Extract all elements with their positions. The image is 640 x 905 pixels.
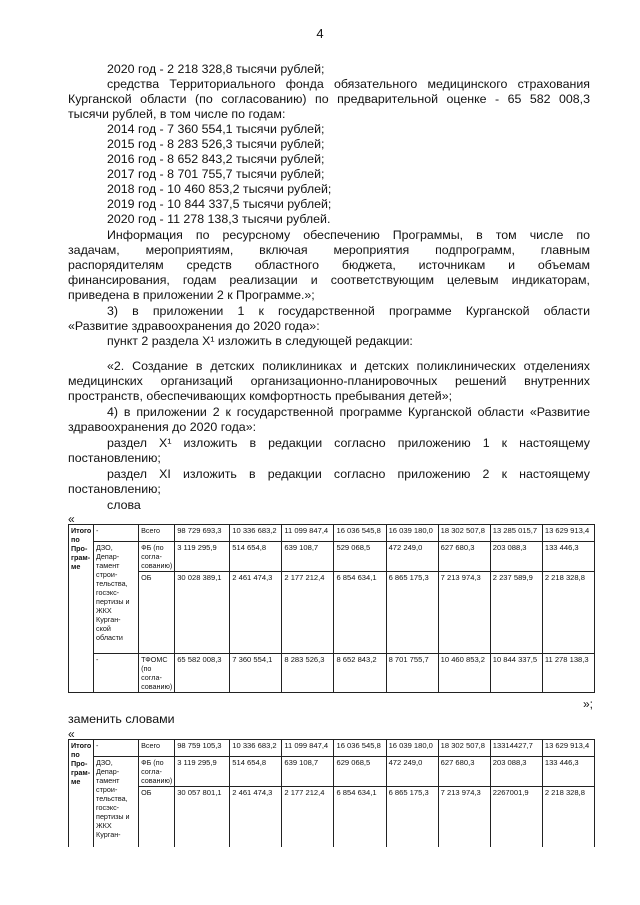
- value-cell: 2 177 212,4: [282, 572, 334, 654]
- text-line: пункт 2 раздела X¹ изложить в следующей редакции:: [107, 334, 413, 348]
- value-cell: 16 036 545,8: [334, 740, 386, 757]
- text-line: Курганской области (по согласованию) по предварительной оценке - 65 582 008,3: [68, 92, 590, 106]
- dash-cell: -: [94, 654, 139, 693]
- value-cell: 65 582 008,3: [175, 654, 230, 693]
- value-cell: 8 283 526,3: [282, 654, 334, 693]
- text-line: здравоохранения до 2020 года»:: [68, 420, 257, 434]
- value-cell: 472 249,0: [386, 542, 438, 572]
- dash-cell: -: [94, 525, 139, 542]
- table-row: [69, 757, 595, 787]
- value-cell: 514 654,8: [230, 542, 282, 572]
- table-row: [69, 572, 595, 654]
- value-cell: 10 460 853,2: [438, 654, 490, 693]
- value-cell: 7 360 554,1: [230, 654, 282, 693]
- value-cell: 133 446,3: [542, 757, 594, 787]
- value-cell: 8 701 755,7: [386, 654, 438, 693]
- value-cell: 30 057 801,1: [175, 787, 230, 847]
- executor-cell: ДЗО, Депар- тамент строи- тельства, госэкс- пертизы и ЖКХ Курган- ской области: [94, 542, 139, 654]
- text-line: 2020 год - 11 278 138,3 тысячи рублей.: [107, 212, 331, 226]
- value-cell: 30 028 389,1: [175, 572, 230, 654]
- table-row: [69, 654, 595, 693]
- text-line: раздел X¹ изложить в редакции согласно приложению 1 к настоящему: [107, 436, 590, 450]
- value-cell: 2 237 589,9: [490, 572, 542, 654]
- value-cell: 627 680,3: [438, 757, 490, 787]
- source-cell: Всего: [139, 525, 175, 542]
- value-cell: 2267001,9: [490, 787, 542, 847]
- value-cell: 639 108,7: [282, 542, 334, 572]
- text-line: постановлению;: [68, 482, 161, 496]
- value-cell: 629 068,5: [334, 757, 386, 787]
- table-row: [69, 525, 595, 542]
- text-line: 2018 год - 10 460 853,2 тысячи рублей;: [107, 182, 332, 196]
- value-cell: 11 278 138,3: [542, 654, 594, 693]
- open-quote: «: [68, 727, 75, 741]
- value-cell: 7 213 974,3: [438, 572, 490, 654]
- value-cell: 13 629 913,4: [542, 525, 594, 542]
- value-cell: 13314427,7: [490, 740, 542, 757]
- source-cell: ОБ: [139, 787, 175, 847]
- value-cell: 16 039 180,0: [386, 525, 438, 542]
- value-cell: 3 119 295,9: [175, 757, 230, 787]
- value-cell: 6 854 634,1: [334, 572, 386, 654]
- text-line: раздел XI изложить в редакции согласно приложению 2 к настоящему: [107, 467, 590, 481]
- source-cell: Всего: [139, 740, 175, 757]
- text-line: распорядителям средств областного бюджета, источникам и объемам: [68, 258, 590, 272]
- text-line: 4) в приложении 2 к государственной программе Курганской области «Развитие: [107, 405, 590, 419]
- value-cell: 18 302 507,8: [438, 740, 490, 757]
- value-cell: 514 654,8: [230, 757, 282, 787]
- text-line: 2020 год - 2 218 328,8 тысячи рублей;: [107, 62, 325, 76]
- close-quote: »;: [583, 697, 594, 711]
- text-line: 2017 год - 8 701 755,7 тысячи рублей;: [107, 167, 325, 181]
- text-line: 2019 год - 10 844 337,5 тысячи рублей;: [107, 197, 332, 211]
- source-cell: ФБ (по согла- сованию): [139, 757, 175, 787]
- page-number: 4: [316, 26, 324, 41]
- source-cell: ФБ (по согла- сованию): [139, 542, 175, 572]
- dash-cell: -: [94, 740, 139, 757]
- replace-phrase: заменить словами: [68, 712, 175, 726]
- source-cell: ОБ: [139, 572, 175, 654]
- text-line: задачам, мероприятиям, включая мероприятия подпрограмм, главным: [68, 243, 590, 257]
- value-cell: 10 844 337,5: [490, 654, 542, 693]
- value-cell: 16 039 180,0: [386, 740, 438, 757]
- text-line: пространств, обеспечивающих комфортность пребывания детей»;: [68, 389, 453, 403]
- value-cell: 6 865 175,3: [386, 787, 438, 847]
- text-line: приведена в приложении 2 к Программе.»;: [68, 288, 315, 302]
- value-cell: 13 285 015,7: [490, 525, 542, 542]
- value-cell: 639 108,7: [282, 757, 334, 787]
- value-cell: 3 119 295,9: [175, 542, 230, 572]
- value-cell: 16 036 545,8: [334, 525, 386, 542]
- total-label: Итого по Про- грам- ме: [69, 740, 94, 847]
- value-cell: 2 218 328,8: [542, 787, 594, 847]
- value-cell: 10 336 683,2: [230, 525, 282, 542]
- value-cell: 2 461 474,3: [230, 787, 282, 847]
- value-cell: 2 177 212,4: [282, 787, 334, 847]
- text-line: «Развитие здравоохранения до 2020 года»:: [68, 319, 320, 333]
- text-line: финансирования, годам реализации и соответствующим целевым индикаторам,: [68, 273, 590, 287]
- text-line: 2014 год - 7 360 554,1 тысячи рублей;: [107, 122, 325, 136]
- value-cell: 18 302 507,8: [438, 525, 490, 542]
- table-row: [69, 787, 595, 847]
- value-cell: 6 854 634,1: [334, 787, 386, 847]
- text-line: «2. Создание в детских поликлиниках и детских поликлинических отделениях: [107, 359, 590, 373]
- value-cell: 627 680,3: [438, 542, 490, 572]
- value-cell: 6 865 175,3: [386, 572, 438, 654]
- value-cell: 2 218 328,8: [542, 572, 594, 654]
- text-line: слова: [107, 498, 141, 512]
- value-cell: 13 629 913,4: [542, 740, 594, 757]
- value-cell: 133 446,3: [542, 542, 594, 572]
- text-line: тысячи рублей, в том числе по годам:: [68, 107, 286, 121]
- new-table: [68, 739, 595, 847]
- value-cell: 10 336 683,2: [230, 740, 282, 757]
- text-line: медицинских организаций организационно-планировочных решений внутренних: [68, 374, 590, 388]
- value-cell: 98 759 105,3: [175, 740, 230, 757]
- value-cell: 8 652 843,2: [334, 654, 386, 693]
- source-cell: ТФОМС (по согла- сованию): [139, 654, 175, 693]
- text-line: 2015 год - 8 283 526,3 тысячи рублей;: [107, 137, 325, 151]
- value-cell: 472 249,0: [386, 757, 438, 787]
- value-cell: 2 461 474,3: [230, 572, 282, 654]
- text-line: 3) в приложении 1 к государственной программе Курганской области: [107, 304, 590, 318]
- value-cell: 529 068,5: [334, 542, 386, 572]
- text-line: постановлению;: [68, 451, 161, 465]
- value-cell: 11 099 847,4: [282, 525, 334, 542]
- text-line: средства Территориального фонда обязательного медицинского страхования: [107, 77, 590, 91]
- executor-cell: ДЗО, Депар- тамент строи- тельства, госэкс- пертизы и ЖКХ Курган-: [94, 757, 139, 847]
- table-row: [69, 740, 595, 757]
- table-row: [69, 542, 595, 572]
- open-quote: «: [68, 512, 75, 526]
- value-cell: 98 729 693,3: [175, 525, 230, 542]
- old-table: [68, 524, 595, 693]
- text-line: 2016 год - 8 652 843,2 тысячи рублей;: [107, 152, 325, 166]
- value-cell: 11 099 847,4: [282, 740, 334, 757]
- value-cell: 203 088,3: [490, 542, 542, 572]
- total-label: Итого по Про- грам- ме: [69, 525, 94, 693]
- text-line: Информация по ресурсному обеспечению Программы, в том числе по: [107, 228, 590, 242]
- value-cell: 7 213 974,3: [438, 787, 490, 847]
- value-cell: 203 088,3: [490, 757, 542, 787]
